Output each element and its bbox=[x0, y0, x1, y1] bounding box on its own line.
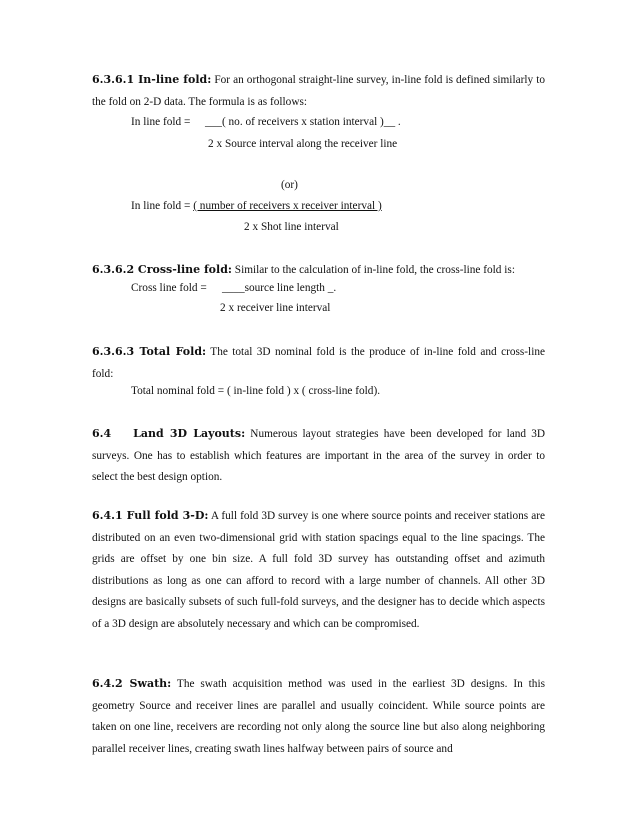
section-6-4-2-text: The swath acquisition method was used in the earliest 3D designs. In this geometry Source and receiver lines are parallel and usually coincident. While source points are taken on one line, receivers are recording not only along the source line but also along neighboring parallel receiver lines, creating swath lines halfway between pairs of source and bbox=[92, 678, 545, 755]
section-6-4-1-text: A full fold 3D survey is one where source points and receiver stations are distributed on an even two-dimensional grid with station spacings equal to the line spacings. The grids are offset by one bin size. A full fold 3D survey has outstanding offset and azimuth distributions as long as one can afford to record with a large number of channels. All other 3D designs are basically subsets of such full-fold surveys, and the designer has to decide which aspects of a 3D design are absolutely necessary and which can be compromised. bbox=[92, 510, 545, 630]
section-6-4-heading: Land 3D Layouts: bbox=[133, 427, 246, 440]
section-6-3-6-3-paragraph bbox=[92, 341, 545, 385]
section-6-3-6-3-text: The total 3D nominal fold is the produce of in-line fold and cross-line fold: bbox=[92, 346, 545, 380]
section-6-4-paragraph bbox=[92, 423, 545, 489]
inline-fold-formula-1-left: In line fold = bbox=[131, 116, 191, 128]
section-6-3-6-2-text: Similar to the calculation of in-line fold, the cross-line fold is: bbox=[231, 264, 515, 276]
section-6-4-number: 6.4 bbox=[92, 427, 112, 440]
section-6-3-6-3-heading: 6.3.6.3 Total Fold: bbox=[92, 345, 207, 358]
section-6-4-2-paragraph bbox=[92, 673, 545, 760]
section-6-4-text: Numerous layout strategies have been developed for land 3D surveys. One has to establish which features are important in the area of the survey in order to select the best design option. bbox=[92, 428, 546, 484]
crossline-fold-formula-numerator: ____source line length _. bbox=[222, 282, 337, 294]
section-6-3-6-2-heading: 6.3.6.2 Cross-line fold: bbox=[92, 263, 232, 276]
section-6-4-1-heading: 6.4.1 Full fold 3-D: bbox=[92, 509, 209, 522]
or-separator: (or) bbox=[281, 179, 298, 191]
section-6-3-6-1-paragraph bbox=[92, 69, 545, 113]
inline-fold-formula-2 bbox=[131, 200, 382, 212]
inline-fold-formula-2-denominator: 2 x Shot line interval bbox=[244, 221, 339, 233]
section-6-3-6-1-text: For an orthogonal straight-line survey, in-line fold is defined similarly to the fold on 2-D data. The formula is as follows: bbox=[92, 74, 545, 108]
inline-fold-formula-2-left: In line fold = bbox=[131, 200, 194, 212]
section-6-3-6-2-paragraph bbox=[92, 259, 545, 282]
crossline-fold-formula-left: Cross line fold = bbox=[131, 282, 207, 294]
inline-fold-formula-1-denominator: 2 x Source interval along the receiver line bbox=[208, 138, 398, 150]
crossline-fold-formula-denominator: 2 x receiver line interval bbox=[220, 302, 331, 314]
section-6-3-6-1-heading: 6.3.6.1 In-line fold: bbox=[92, 73, 212, 86]
inline-fold-formula-1-numerator: ___( no. of receivers x station interval )__ . bbox=[205, 116, 401, 128]
section-6-4-2-heading: 6.4.2 Swath: bbox=[92, 677, 172, 690]
inline-fold-formula-2-numerator: ( number of receivers x receiver interval ) bbox=[193, 200, 382, 212]
section-6-4-1-paragraph bbox=[92, 505, 545, 636]
total-fold-formula: Total nominal fold = ( in-line fold ) x ( cross-line fold). bbox=[131, 385, 381, 397]
